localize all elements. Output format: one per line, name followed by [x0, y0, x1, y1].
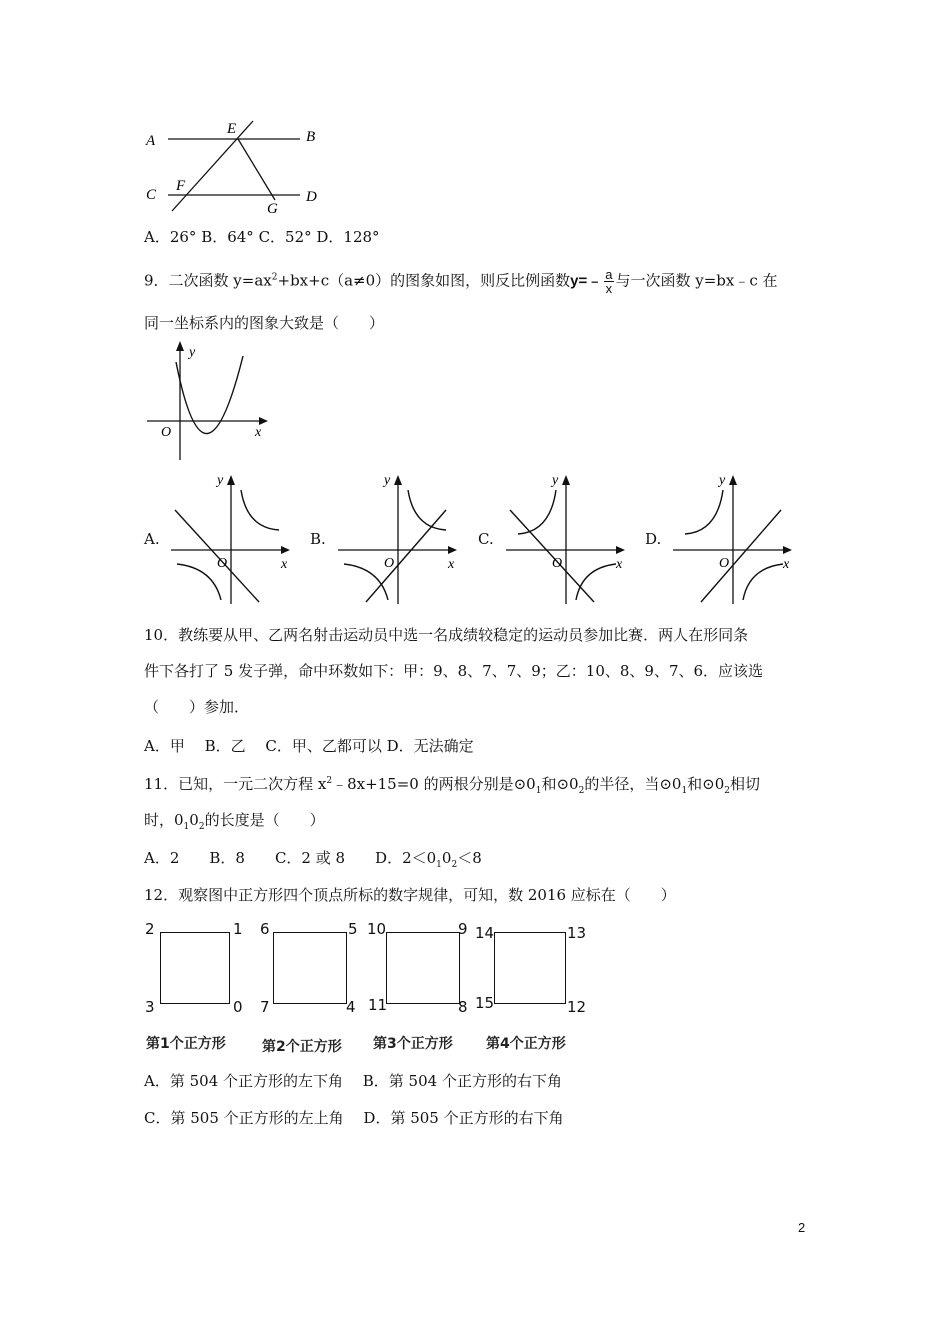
q9-parabola-graph	[143, 338, 273, 463]
q9-option-a-label[interactable]: A.	[144, 530, 160, 548]
q9-option-b-label[interactable]: B.	[310, 530, 326, 548]
svg-text:O: O	[217, 556, 228, 571]
page-number: 2	[798, 1220, 806, 1235]
line-eg	[238, 139, 275, 200]
q10-line1: 10．教练要从甲、乙两名射击运动员中选一名成绩较稳定的运动员参加比赛．两人在形同条	[144, 626, 749, 644]
svg-text:y: y	[189, 345, 196, 360]
svg-text:x: x	[281, 557, 288, 572]
q11-options: A．2 B．8 C．2 或 8 D．$2<0_10_2<8$	[144, 849, 482, 870]
label-f: F	[176, 178, 186, 194]
q10-line2: 件下各打了 5 发子弹，命中环数如下：甲：9、8、7、7、9；乙：10、8、9、7、6．应该选	[144, 662, 764, 680]
label-c: C	[146, 187, 157, 203]
q9-option-a-graph[interactable]	[163, 468, 295, 608]
fraction-a-over-x: $\frac{a}{x}$	[605, 267, 613, 296]
parabola-curve	[176, 356, 243, 434]
q12-line1: 12．观察图中正方形四个顶点所标的数字规律，可知，数 2016 应标在（ ）	[144, 886, 676, 904]
label-e: E	[227, 121, 237, 137]
q9-option-c-graph[interactable]	[498, 468, 630, 608]
q8-options: A．26° B．64° C．52° D．128°	[144, 228, 380, 246]
q9-option-b-graph[interactable]	[330, 468, 462, 608]
svg-text:x: x	[616, 557, 623, 572]
line-ef	[172, 121, 253, 211]
svg-text:y: y	[552, 473, 559, 488]
q10-line3: （ ）参加．	[144, 698, 250, 716]
label-d: D	[306, 189, 317, 205]
svg-text:x: x	[783, 557, 790, 572]
q12-options-line1: A．第 504 个正方形的左下角 B．第 504 个正方形的右下角	[144, 1072, 562, 1090]
label-g: G	[267, 201, 278, 215]
svg-text:y: y	[384, 473, 391, 488]
q10-options: A．甲 B．乙 C．甲、乙都可以 D．无法确定	[144, 737, 474, 755]
label-a: A	[146, 133, 156, 149]
svg-text:x: x	[448, 557, 455, 572]
label-b: B	[306, 129, 316, 145]
svg-text:x: x	[255, 425, 262, 440]
q11-line2: 时，$0_10_2$的长度是（ ）	[144, 811, 325, 832]
q8-parallel-lines-figure	[140, 115, 330, 215]
q9-option-c-label[interactable]: C.	[478, 530, 494, 548]
q9-line1: 9．二次函数 $y=ax^2+bx+c(a\ne 0)$的图象如图，则反比例函数y=﹣ $\frac{a}{x}$ 与一次函数 y=bx﹣c 在	[144, 267, 778, 296]
q12-options-line2: C．第 505 个正方形的左上角 D．第 505 个正方形的右下角	[144, 1109, 564, 1127]
svg-text:O: O	[552, 556, 563, 571]
svg-text:O: O	[719, 556, 730, 571]
svg-text:O: O	[161, 425, 172, 440]
q11-line1: 11．已知，一元二次方程 $x^2﹣8x+15=0$ 的两根分别是$⊙0_1$和$⊙0_2$的半径，当$⊙0_1$和$⊙0_2$相切	[144, 775, 761, 796]
svg-text:O: O	[384, 556, 395, 571]
svg-text:y: y	[217, 473, 224, 488]
q9-option-d-graph[interactable]	[665, 468, 797, 608]
q9-line2: 同一坐标系内的图象大致是（ ）	[144, 314, 385, 332]
q9-option-d-label[interactable]: D.	[645, 530, 662, 548]
svg-text:y: y	[719, 473, 726, 488]
